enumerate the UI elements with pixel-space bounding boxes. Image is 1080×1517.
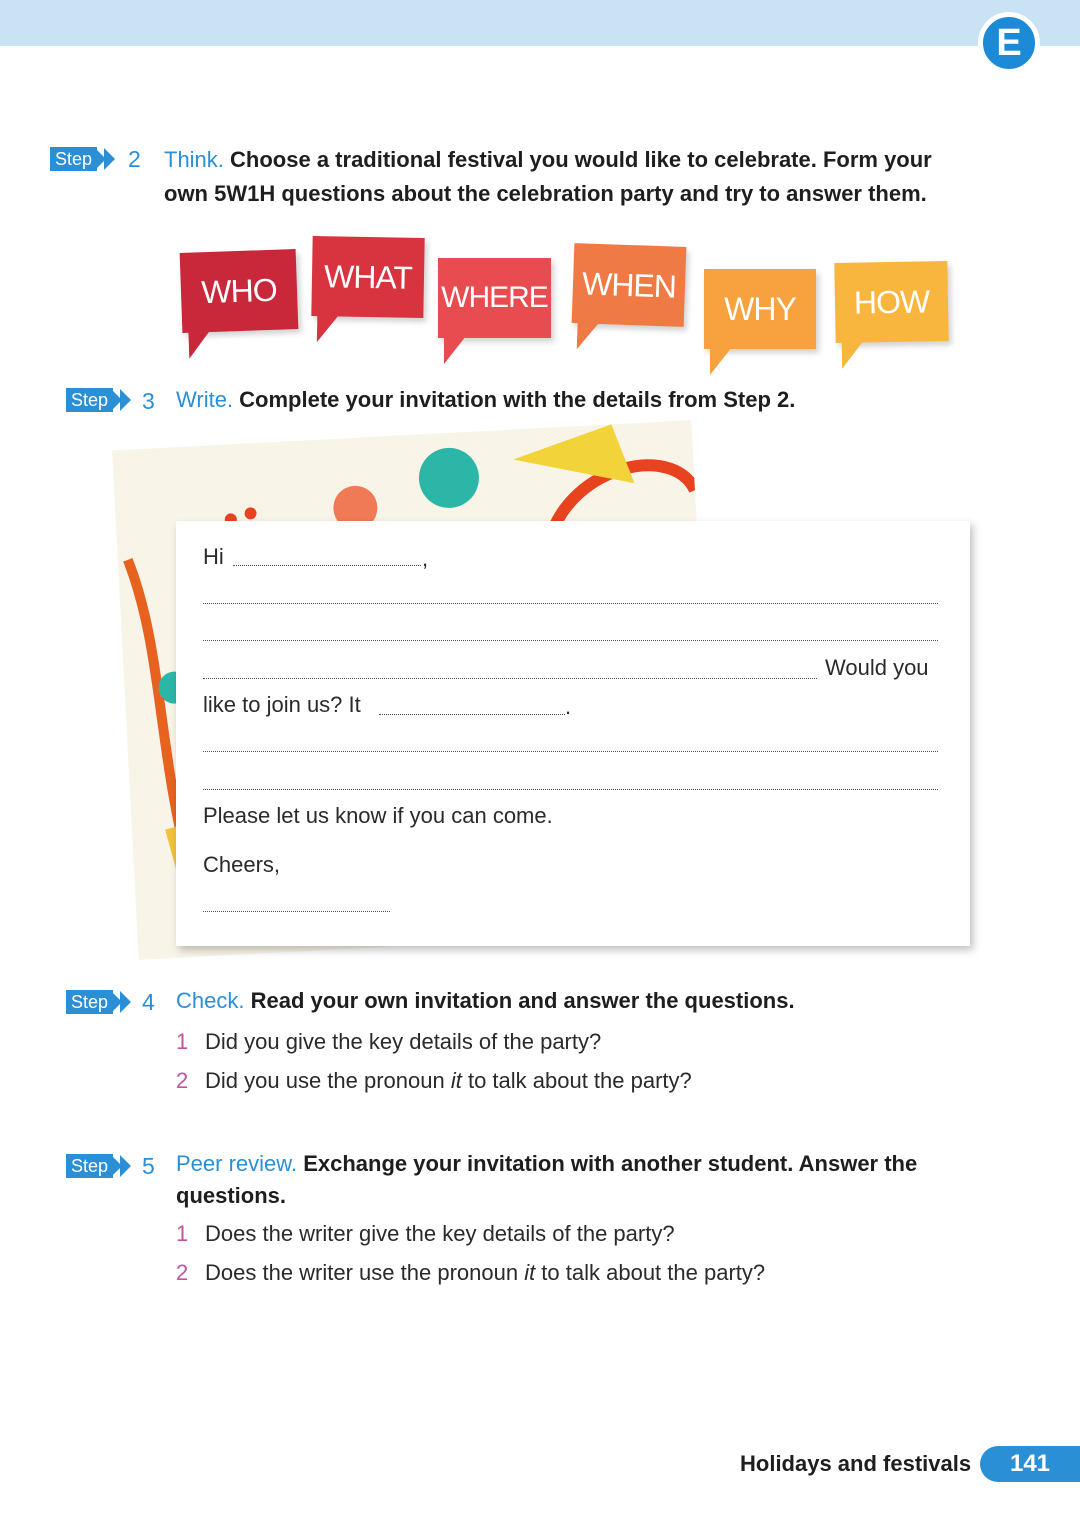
write-line[interactable] bbox=[203, 751, 938, 752]
write-line[interactable] bbox=[203, 789, 938, 790]
write-line[interactable] bbox=[203, 678, 817, 679]
top-banner bbox=[0, 0, 1080, 46]
step-number-3: 3 bbox=[142, 388, 155, 414]
please-text: Please let us know if you can come. bbox=[203, 803, 553, 828]
question-text-part: Did you use the pronoun bbox=[205, 1068, 451, 1093]
it-blank[interactable] bbox=[379, 714, 565, 715]
greeting: Hi bbox=[203, 544, 224, 569]
write-line[interactable] bbox=[203, 640, 938, 641]
question-number: 1 bbox=[176, 1221, 189, 1246]
would-you-text: Would you bbox=[825, 655, 929, 680]
double-arrow-icon bbox=[113, 991, 131, 1013]
question-text bbox=[205, 1258, 765, 1288]
cheers-text: Cheers, bbox=[203, 852, 281, 877]
write-line[interactable] bbox=[203, 603, 938, 604]
step3-keyword: Write. bbox=[176, 387, 234, 412]
name-blank[interactable] bbox=[233, 565, 421, 566]
step3-text: Complete your invitation with the details from Step 2. bbox=[239, 387, 796, 412]
bubble-when bbox=[572, 243, 687, 327]
step-number-4: 4 bbox=[142, 989, 155, 1015]
bubble-label: WHERE bbox=[441, 281, 548, 314]
signature-blank[interactable] bbox=[203, 911, 390, 912]
question-number: 1 bbox=[176, 1029, 189, 1054]
step2-keyword: Think. bbox=[164, 147, 224, 172]
question-text-part: Did you give the key details of the party? bbox=[205, 1029, 602, 1054]
invitation-card bbox=[176, 521, 970, 946]
unit-badge: E bbox=[978, 12, 1040, 74]
step5-line2: questions. bbox=[176, 1183, 287, 1208]
question-text bbox=[205, 1027, 601, 1057]
step-label: Step bbox=[66, 388, 113, 412]
bubble-label: WHY bbox=[724, 291, 796, 327]
question-text-part: to talk about the party? bbox=[535, 1260, 766, 1285]
step-label: Step bbox=[50, 147, 97, 171]
step2-instruction bbox=[164, 143, 984, 211]
bubble-where bbox=[438, 258, 551, 338]
step4-text: Read your own invitation and answer the questions. bbox=[250, 988, 795, 1013]
question-text-part: to talk about the party? bbox=[461, 1068, 692, 1093]
bubble-label: WHEN bbox=[581, 265, 677, 305]
step2-line2: own 5W1H questions about the celebration party and try to answer them. bbox=[164, 181, 927, 206]
question-text bbox=[205, 1066, 692, 1096]
bubble-who bbox=[180, 249, 299, 333]
step3-instruction bbox=[176, 383, 976, 417]
step-tag-3 bbox=[66, 388, 131, 412]
bubble-what bbox=[311, 236, 424, 318]
question-number: 2 bbox=[176, 1260, 189, 1285]
step-label: Step bbox=[66, 1154, 113, 1178]
question-text-part: Does the writer use the pronoun bbox=[205, 1260, 525, 1285]
step4-instruction bbox=[176, 984, 976, 1018]
double-arrow-icon bbox=[113, 1155, 131, 1177]
bubble-label: HOW bbox=[853, 283, 930, 321]
bubble-label: WHO bbox=[200, 271, 278, 311]
step2-line1: Choose a traditional festival you would like to celebrate. Form your bbox=[230, 147, 932, 172]
question-number: 2 bbox=[176, 1068, 189, 1093]
step5-instruction bbox=[176, 1148, 976, 1212]
chapter-title: Holidays and festivals bbox=[740, 1451, 972, 1476]
double-arrow-icon bbox=[113, 389, 131, 411]
question-text-part: Does the writer give the key details of the party? bbox=[205, 1221, 675, 1246]
step-number-2: 2 bbox=[128, 146, 141, 172]
bubble-why bbox=[704, 269, 816, 349]
question-text-emphasis: it bbox=[524, 1260, 536, 1285]
bubble-how bbox=[834, 261, 948, 343]
greeting-comma: , bbox=[422, 546, 429, 571]
page-number: 141 bbox=[980, 1446, 1080, 1482]
step-tag-4 bbox=[66, 990, 131, 1014]
join-period: . bbox=[565, 694, 572, 719]
wh-question-bubbles bbox=[175, 225, 965, 375]
question-text-emphasis: it bbox=[450, 1068, 462, 1093]
double-arrow-icon bbox=[97, 148, 115, 170]
step4-keyword: Check. bbox=[176, 988, 245, 1013]
question-text bbox=[205, 1219, 675, 1249]
step5-keyword: Peer review. bbox=[176, 1151, 298, 1176]
join-us-text: like to join us? It bbox=[203, 692, 361, 717]
step-label: Step bbox=[66, 990, 113, 1014]
step-tag-2 bbox=[50, 147, 115, 171]
step-tag-5 bbox=[66, 1154, 131, 1178]
step5-line1: Exchange your invitation with another student. Answer the bbox=[303, 1151, 918, 1176]
step-number-5: 5 bbox=[142, 1153, 155, 1179]
bubble-label: WHAT bbox=[323, 258, 413, 296]
